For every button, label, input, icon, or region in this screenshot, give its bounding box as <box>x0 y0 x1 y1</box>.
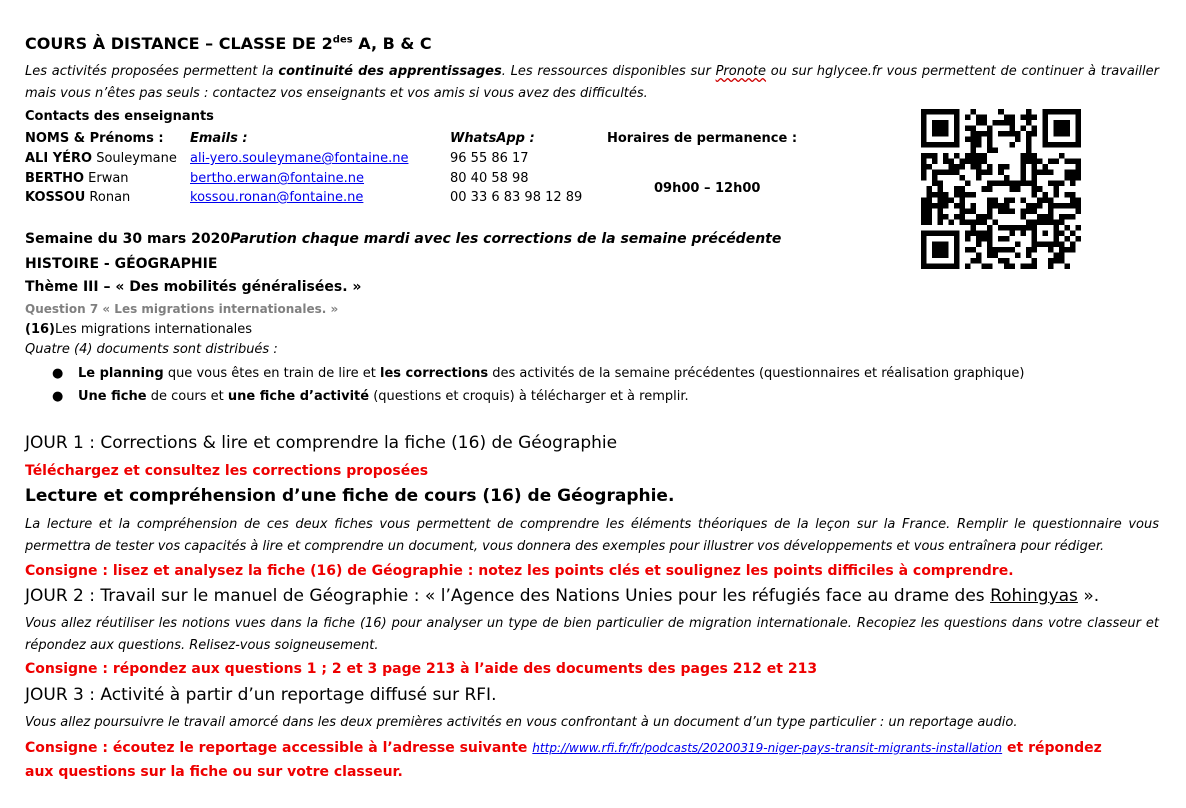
subject-title: HISTOIRE - GÉOGRAPHIE <box>25 256 218 272</box>
day1-subtitle: Lecture et compréhension d’une fiche de cours (16) de Géographie. <box>25 486 675 506</box>
page-title <box>25 34 432 53</box>
day2-title-end: ». <box>1077 586 1100 606</box>
week-note: Parution chaque mardi avec les corrections de la semaine précédente <box>230 231 782 247</box>
qr-code-graphic <box>921 109 1081 269</box>
hours-value: 09h00 – 12h00 <box>654 181 761 196</box>
week-line <box>25 231 781 247</box>
question-title: Question 7 « Les migrations internationales. » <box>25 302 339 316</box>
day3-text: Vous allez poursuivre le travail amorcé dans les deux premières activités en vous confrontant à un document d’un type particulier : un reportage audio. <box>25 715 1018 730</box>
teacher-phone: 00 33 6 83 98 12 89 <box>450 190 583 205</box>
intro-text-3: ou sur hglycee.fr vous permettent de continuer à travailler mais vous n’êtes pas seuls : contactez vos enseignants et vos amis si vous avez des difficultés. <box>25 64 1160 101</box>
teacher-last-name: KOSSOU <box>25 190 86 205</box>
list-item <box>52 389 689 404</box>
teacher-name <box>25 171 129 186</box>
day3-consigne-end: et répondez aux questions sur la fiche ou sur votre classeur. <box>25 740 1102 780</box>
teacher-last-name: BERTHO <box>25 171 85 186</box>
intro-paragraph <box>25 61 1159 105</box>
day2-title-text: JOUR 2 : Travail sur le manuel de Géographie : « l’Agence des Nations Unies pour les réfugiés face au drame des <box>25 586 991 606</box>
title-main: COURS À DISTANCE – CLASSE DE 2 <box>25 34 333 53</box>
bullet-text-1: de cours et <box>146 389 228 404</box>
teacher-phone: 80 40 58 98 <box>450 171 529 186</box>
theme-title: Thème III – « Des mobilités généralisées. » <box>25 279 362 295</box>
day2-text: Vous allez réutiliser les notions vues dans la fiche (16) pour analyser un type de bien particulier de migration internationale. Recopiez les questions dans votre classeur et répondez aux questions. Relisez-vous soigneusement. <box>25 616 1159 653</box>
teacher-first-name: Ronan <box>85 190 131 205</box>
bullet-bold-2: les corrections <box>380 366 489 381</box>
bullet-bold-2: une fiche d’activité <box>227 389 370 404</box>
teacher-first-name: Souleymane <box>92 151 177 166</box>
bullet-bold-1: Le planning <box>78 366 164 381</box>
title-superscript: des <box>332 34 353 46</box>
teacher-last-name: ALI YÉRO <box>25 151 93 166</box>
teacher-email-link[interactable]: kossou.ronan@fontaine.ne <box>190 190 364 205</box>
contacts-heading: Contacts des enseignants <box>25 109 214 124</box>
day2-consigne: Consigne : répondez aux questions 1 ; 2 et 3 page 213 à l’aide des documents des pages 212 et 213 <box>25 661 818 677</box>
col-header-hours: Horaires de permanence : <box>607 131 798 146</box>
teacher-name <box>25 151 177 166</box>
title-classes: A, B & C <box>352 34 432 53</box>
teacher-email-link[interactable]: bertho.erwan@fontaine.ne <box>190 171 365 186</box>
day1-red-line: Téléchargez et consultez les corrections proposées <box>25 463 429 479</box>
teacher-name <box>25 190 130 205</box>
lesson-title: Les migrations internationales <box>54 322 253 337</box>
week-label: Semaine du 30 mars 2020 <box>25 231 231 247</box>
bullet-text-2: des activités de la semaine précédentes (questionnaires et réalisation graphique) <box>488 366 1025 381</box>
col-header-names: NOMS & Prénoms : <box>25 131 164 146</box>
intro-text-1: Les activités proposées permettent la <box>25 64 279 79</box>
day1-consigne: Consigne : lisez et analysez la fiche (16) de Géographie : notez les points clés et soulignez les points difficiles à comprendre. <box>25 563 1014 579</box>
lesson-line <box>25 322 252 337</box>
teacher-first-name: Erwan <box>84 171 129 186</box>
day3-consigne-text: Consigne : écoutez le reportage accessible à l’adresse suivante <box>25 740 533 756</box>
day2-title <box>25 586 1099 606</box>
qr-code <box>921 109 1081 269</box>
teacher-phone: 96 55 86 17 <box>450 151 529 166</box>
teacher-email-link[interactable]: ali-yero.souleymane@fontaine.ne <box>190 151 409 166</box>
intro-bold: continuité des apprentissages <box>278 64 502 79</box>
day2-title-underlined: Rohingyas <box>990 586 1078 606</box>
day1-text: La lecture et la compréhension de ces deux fiches vous permettent de comprendre les éléments théoriques de la leçon sur la France. Remplir le questionnaire vous permettra de tester vos capacités à lire et comprendre un document, vous donnera des exemples pour illustrer vos développements et vous entraînera pour rédiger. <box>25 517 1159 554</box>
intro-text-2: . Les ressources disponibles sur <box>501 64 716 79</box>
documents-intro: Quatre (4) documents sont distribués : <box>25 342 278 357</box>
lesson-number: (16) <box>25 322 55 337</box>
intro-pronote: Pronote <box>715 64 767 79</box>
col-header-emails: Emails : <box>190 131 248 146</box>
bullet-bold-1: Une fiche <box>78 389 147 404</box>
col-header-whatsapp: WhatsApp : <box>450 131 535 146</box>
bullet-icon: ● <box>52 389 64 404</box>
bullet-text-2: (questions et croquis) à télécharger et à remplir. <box>369 389 689 404</box>
bullet-icon: ● <box>52 366 64 381</box>
bullet-text-1: que vous êtes en train de lire et <box>163 366 381 381</box>
day1-title: JOUR 1 : Corrections & lire et comprendre la fiche (16) de Géographie <box>25 433 618 453</box>
day3-consigne <box>25 736 1135 784</box>
day3-title: JOUR 3 : Activité à partir d’un reportage diffusé sur RFI. <box>25 685 497 705</box>
rfi-podcast-link[interactable]: http://www.rfi.fr/fr/podcasts/20200319-niger-pays-transit-migrants-installation <box>532 741 1003 755</box>
list-item <box>52 366 1024 381</box>
